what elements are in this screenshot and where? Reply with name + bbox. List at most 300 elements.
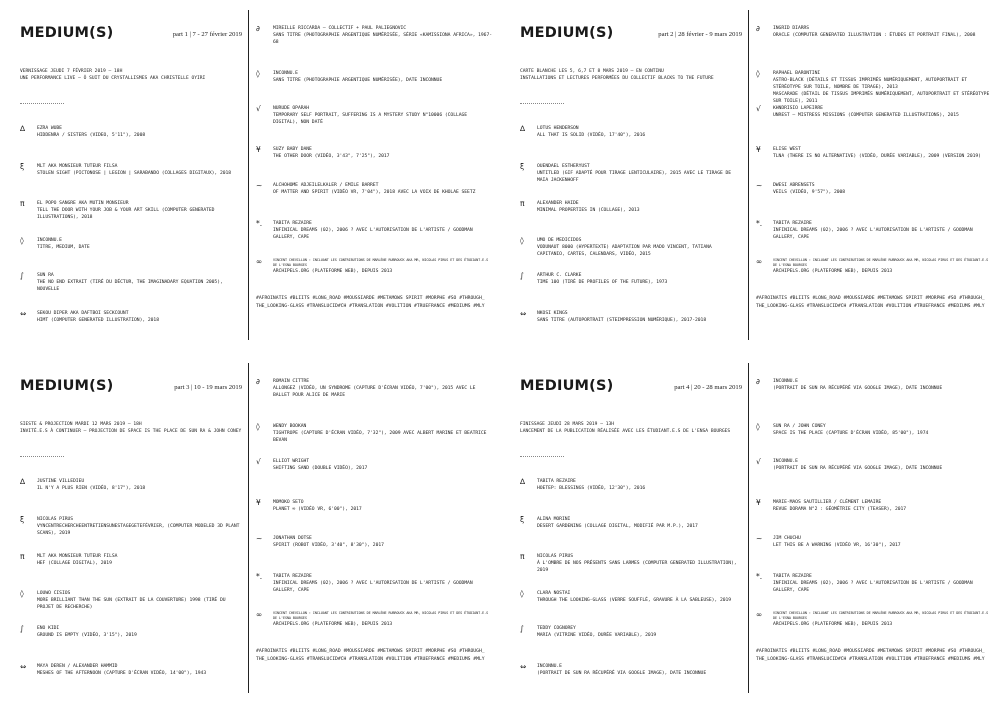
event-line: FINISSAGE JEUDI 28 MARS 2019 — 13H (520, 422, 615, 427)
artwork-entry (756, 499, 992, 513)
entry-text (273, 182, 492, 196)
pi-symbol: π (520, 199, 525, 208)
artwork-entry (20, 163, 242, 177)
asterisk-symbol: *. (756, 219, 763, 228)
entry-text (273, 499, 492, 513)
entry-text (37, 272, 242, 293)
artwork-entry (256, 25, 492, 46)
artist-name: ARTHUR C. CLARKE (537, 273, 582, 278)
partial-symbol: ∂ (256, 24, 260, 33)
artwork-title: LET THIS BE A WARNING (VIDÉO VR, 16'30"), 2017 (773, 543, 901, 548)
artwork-entry (256, 146, 492, 160)
artwork-title: HOETEP: BLESSINGS (VIDÉO, 12'30"), 2016 (537, 486, 646, 491)
partial-symbol: ∂ (756, 24, 760, 33)
entry-text (37, 478, 242, 492)
artwork-entry (256, 258, 492, 275)
artwork-entry (520, 625, 742, 639)
artwork-entry (256, 423, 492, 444)
artist-name: TABITA REZAIRE (773, 221, 812, 226)
hashtags: #AFROINATIS #BLIITS #LONG_ROAD #MOUSSIARDE #METAMOWS SPIRIT #MORPHE #SO #THROUGH_ THE_LOOKING-GLASS #TRANSLUCID#CH #TRANSLATION #VOLITION #TRUEFRANCE #MEDIUMS #MLY (256, 649, 485, 662)
event-line: LANCEMENT DE LA PUBLICATION RÉALISÉE AVEC LES ÉTUDIANT.E.S DE L'ENSA BOURGES (520, 429, 731, 434)
entry-text (273, 378, 492, 399)
artwork-title: ORACLE (COMPUTER GENERATED ILLUSTRATION : ÉTUDES ET PORTRAIT FINAL), 2008 (773, 33, 976, 38)
artwork-entry (520, 590, 742, 604)
event-info (520, 421, 742, 435)
entry-text (537, 590, 742, 604)
artwork-entry (756, 458, 992, 472)
entry-text (37, 663, 242, 677)
artwork-title: UNREST – MISTRESS MISSIONS (COMPUTER GENERATED ILLUSTRATIONS), 2015 (773, 113, 959, 118)
artwork-entry (520, 663, 742, 677)
entry-text (773, 146, 992, 160)
artist-name: JUSTINE VILLEDIEU (37, 479, 85, 484)
hashtags: #AFROINATIS #BLIITS #LONG_ROAD #MOUSSIARDE #METAMOWS SPIRIT #MORPHE #SO #THROUGH_ THE_LOOKING-GLASS #TRANSLUCID#CH #TRANSLATION #VOLITION #TRUEFRANCE #MEDIUMS #MLY (756, 649, 985, 662)
yen-symbol: ¥ (256, 498, 261, 507)
part-dates: part 1 | 7 - 27 février 2019 (172, 31, 242, 38)
entry-text (273, 105, 492, 126)
artwork-title: MASCARADE (DÉTAIL DE TISSUS IMPRIMÉS NUMÉRIQUEMENT, AUTOPORTRAIT ET STÉRÉOTYPE SUR TOILE), 2011 (773, 92, 990, 104)
event-info (520, 68, 742, 82)
artwork-title: INFINICAL DREAMS (02), 2006 ? AVEC L'AUTORISATION DE L'ARTISTE / GOODMAN GALLERY, CAPE (773, 581, 973, 593)
artwork-entry (520, 125, 742, 139)
yen-symbol: ¥ (756, 145, 761, 154)
artwork-title: VYNCENTRECHERCHEENTRETIENSUNESTAGEGETEFÉVRIER, (COMPUTER MODELED 3D PLANT SCANS), 2019 (37, 524, 240, 536)
brand-title: MEDIUM(S) (20, 378, 114, 394)
root-symbol: √ (756, 104, 761, 113)
artwork-entry (520, 163, 742, 184)
entry-text (773, 182, 992, 196)
artwork-entry (756, 182, 992, 196)
partial-symbol: ∂ (756, 377, 760, 386)
integral-symbol: ∫ (520, 271, 524, 280)
artwork-title: IL N'Y A PLUS RIEN (VIDÉO, 8'17"), 2018 (37, 486, 146, 491)
artwork-entry (756, 25, 992, 39)
artwork-entry (756, 220, 992, 241)
part-dates: part 2 | 28 février - 9 mars 2019 (658, 31, 742, 38)
entry-text (273, 535, 492, 549)
entry-text (37, 553, 242, 567)
event-line: SIESTE & PROJECTION MARDI 12 MARS 2019 — 18H (20, 422, 142, 427)
entry-text (537, 663, 742, 677)
artwork-entry (256, 220, 492, 241)
yen-symbol: ¥ (756, 498, 761, 507)
artwork-entry (256, 573, 492, 594)
lozenge-symbol: ◊ (520, 236, 524, 245)
artwork-entry (756, 423, 992, 437)
artwork-title: TLNA (THERE IS NO ALTERNATIVE) (VIDÉO, DURÉE VARIABLE), 2009 (VERSION 2019) (773, 154, 981, 159)
entry-text (273, 458, 492, 472)
artwork-entry (756, 535, 992, 549)
pi-symbol: π (20, 199, 25, 208)
artist-name: SUZY BABY DANE (273, 147, 312, 152)
tilde-symbol: ~ (256, 534, 263, 543)
infinity-symbol: ∞ (256, 257, 263, 266)
artwork-entry (20, 516, 242, 537)
artist-name: ALEXANDER HAIDE (537, 201, 579, 206)
artwork-entry (20, 625, 242, 639)
artwork-title: MESHES OF THE AFTERNOON (CAPTURE D'ÉCRAN VIDÉO, 14'00"), 1943 (37, 671, 207, 676)
artist-name: MLT AKA MONSIEUR TUTEUR FILSA (37, 164, 118, 169)
sheet-header (20, 378, 242, 398)
artwork-entry (756, 258, 992, 275)
column-divider (248, 363, 249, 693)
artist-name: LOUWO CISIOS (37, 591, 71, 596)
artist-name: INCONNU.E (773, 379, 798, 384)
artist-name: NKOSI KINGS (537, 311, 568, 316)
artwork-entry (520, 200, 742, 214)
artwork-title: INFINICAL DREAMS (02), 2006 ? AVEC L'AUTORISATION DE L'ARTISTE / GOODMAN GALLERY, CAPE (273, 581, 473, 593)
artwork-title: ARCHIPELS.ORG (PLATEFORME WEB), DEPUIS 2013 (773, 622, 893, 627)
artist-name: CLARA NOSTAI (537, 591, 571, 596)
entry-text (273, 611, 492, 628)
artwork-entry (256, 499, 492, 513)
artist-name: VINCENT CHEVILLON : INCLUANT LES CONTRIBUTIONS DE MARLÈNE RUBROUCK AKA MR, NICOLAS PIRUS ET DES ÉTUDIANT.E.S DE L'ESNA BOURGES (773, 611, 989, 620)
event-line: CARTE BLANCHE LES 5, 6,7 ET 8 MARS 2019 — EN CONTINU (520, 69, 664, 74)
artist-name: ENO KIDI (37, 626, 60, 631)
artist-name: EL POPO SANGRE AKA MUTIN MONSIEUR (37, 201, 129, 206)
artist-name: INCONNU.E (537, 664, 562, 669)
artist-name: WENDY BOOKAN (273, 424, 307, 429)
artist-name: TABITA REZAIRE (773, 574, 812, 579)
yen-symbol: ¥ (256, 145, 261, 154)
double-arrow-symbol: ⇔ (20, 662, 27, 671)
artist-name: OUENDAEL ESTHERYUST (537, 164, 590, 169)
entry-text (773, 105, 992, 119)
artwork-title: TIGHTROPE (CAPTURE D'ÉCRAN VIDÉO, 7'32"), 2009 AVEC ALBERT MARINE ET BEATRICE BEVAN (273, 431, 487, 443)
artwork-title: SANS TITRE (PHOTOGRAPHIE ARGENTIQUE NUMÉRISÉE, SÉRIE «KAMISSIONA AFRICA», 1967-68 (273, 33, 492, 45)
artist-name: EZRA WUBE (37, 126, 62, 131)
artist-name: TEDDY COGNOREY (537, 626, 576, 631)
artwork-entry (756, 378, 992, 392)
entry-text (537, 163, 742, 184)
artwork-entry (20, 272, 242, 293)
artist-name: VINCENT CHEVILLON : INCLUANT LES CONTRIBUTIONS DE MARLÈNE RUBROUCK AKA MR, NICOLAS PIRUS ET DES ÉTUDIANT.E.S DE L'ESNA BOURGES (273, 611, 489, 620)
entry-text (37, 163, 242, 177)
entry-text (773, 258, 992, 275)
entry-text (537, 625, 742, 639)
lozenge-symbol: ◊ (20, 236, 24, 245)
entry-text (37, 200, 242, 221)
entry-text (37, 625, 242, 639)
entry-text (37, 125, 242, 139)
brand-title: MEDIUM(S) (520, 25, 614, 41)
entry-text (537, 272, 742, 286)
asterisk-symbol: *. (256, 572, 263, 581)
artist-name: RAPHAEL BARONTINI (773, 71, 821, 76)
artwork-title: SPACE IS THE PLACE (CAPTURE D'ÉCRAN VIDÉO, 85'00"), 1974 (773, 431, 929, 436)
artist-name: TABITA REZAIRE (273, 574, 312, 579)
artwork-title: ASTRO-BLACK (DÉTAILS ET TISSUS IMPRIMÉS NUMÉRIQUEMENT, AUTOPORTRAIT ET STÉRÉOTYPE SUR TOILE, NOMBRE DE TIRAGE), 2013 (773, 78, 968, 90)
artist-name: INGRID DIARRS (773, 26, 810, 31)
asterisk-symbol: *. (756, 572, 763, 581)
entry-text (537, 553, 742, 574)
brand-title: MEDIUM(S) (20, 25, 114, 41)
double-arrow-symbol: ⇔ (520, 662, 527, 671)
artwork-title: SHIFTING SAND (DOUBLE VIDÉO), 2017 (273, 466, 368, 471)
artwork-entry (756, 573, 992, 594)
entry-text (773, 611, 992, 628)
artwork-title: OF MATTER AND SPIRIT (VIDÉO VR, 7'04"), 2018 AVEC LA VOIX DE KHOLAE SEETZ (273, 190, 476, 195)
entry-text (537, 200, 742, 214)
entry-text (773, 70, 992, 105)
hashtags: #AFROINATIS #BLIITS #LONG_ROAD #MOUSSIARDE #METAMOWS SPIRIT #MORPHE #SO #THROUGH_ THE_LOOKING-GLASS #TRANSLUCID#CH #TRANSLATION #VOLITION #TRUEFRANCE #MEDIUMS #MLY (256, 296, 485, 309)
sheet-3 (0, 353, 500, 706)
double-arrow-symbol: ⇔ (20, 309, 27, 318)
artwork-title: À L'OMBRE DE NOS PRÉSENTS SANS LARMES (COMPUTER GENERATED ILLUSTRATION), 2019 (537, 561, 737, 573)
artwork-title: ARCHIPELS.ORG (PLATEFORME WEB), DEPUIS 2013 (773, 269, 893, 274)
pi-symbol: π (520, 552, 525, 561)
artwork-entry (20, 478, 242, 492)
artist-name: DWESI ABRENSETS (773, 183, 815, 188)
divider (20, 456, 64, 457)
xi-symbol: ξ (520, 515, 525, 524)
part-dates: part 4 | 20 - 28 mars 2019 (674, 384, 742, 391)
artist-name: SUN RA (37, 273, 54, 278)
artwork-entry (20, 310, 242, 324)
artist-name: ALINA MORINI (537, 517, 571, 522)
entry-text (537, 478, 742, 492)
artwork-title: GROUND IS EMPTY (VIDÉO, 3'15"), 2019 (37, 633, 137, 638)
artist-name: JONATHAN DOTSE (273, 536, 312, 541)
artist-name: KHNDRISIO LAPEIRRE (773, 106, 823, 111)
infinity-symbol: ∞ (256, 610, 263, 619)
artist-name: TABITA REZAIRE (537, 479, 576, 484)
artwork-title: STOLEN SIGHT (PICTONOSE | LEGION | SARABANDO (COLLAGES DIGITAUX), 2018 (37, 171, 232, 176)
artwork-title: HIDDENRA / SISTERS (VIDEO, 5'11"), 2008 (37, 133, 146, 138)
artwork-title: (PORTRAIT DE SUN RA RÉCUPÉRÉ VIA GOOGLE IMAGE), DATE INCONNUE (537, 671, 707, 676)
artwork-title: DESERT GARDENING (COLLAGE DIGITAL, MODIFIÉ PAR M.P.), 2017 (537, 524, 698, 529)
artwork-title: THE NO END EXTRAIT (TIRÉ DU DÉCTUR, THE IMAGINADARY EQUATION 2005), NOUVELLE (37, 280, 223, 292)
entry-text (537, 516, 742, 530)
entry-text (537, 125, 742, 139)
event-info (20, 68, 242, 82)
sheet-1 (0, 0, 500, 353)
artwork-title: MORE BRILLIANT THAN THE SUN (EXTRAIT DE LA COUVERTURE) 1998 (TIRÉ DU PROJET DE RECHERCHE) (37, 598, 226, 610)
lozenge-symbol: ◊ (20, 589, 24, 598)
artwork-entry (20, 590, 242, 611)
artwork-title: TITRE, MEDIUM, DATE (37, 245, 90, 250)
artwork-entry (520, 237, 742, 258)
entry-text (37, 516, 242, 537)
artwork-title: INFINICAL DREAMS (02), 2006 ? AVEC L'AUTORISATION DE L'ARTISTE / GOODMAN GALLERY, CAPE (773, 228, 973, 240)
artist-name: INCONNU.E (773, 459, 798, 464)
artist-name: NICOLAS PIRUS (537, 554, 574, 559)
artist-name: MOMOKO SETO (273, 500, 304, 505)
artwork-entry (20, 237, 242, 251)
entry-text (773, 423, 992, 437)
artwork-title: VEILS (VIDÉO, 9'57"), 2008 (773, 190, 846, 195)
artwork-entry (756, 146, 992, 160)
artwork-entry (256, 611, 492, 628)
artwork-entry (756, 105, 992, 119)
artwork-entry (20, 200, 242, 221)
entry-text (273, 573, 492, 594)
artwork-title: (PORTRAIT DE SUN RA RÉCUPÉRÉ VIA GOOGLE IMAGE), DATE INCONNUE (773, 466, 943, 471)
artist-name: LOTUS HENDERSON (537, 126, 579, 131)
part-dates: part 3 | 10 - 19 mars 2019 (174, 384, 242, 391)
xi-symbol: ξ (20, 162, 25, 171)
artwork-title: SPIRIT (ROBOT VIDÉO, 3'40", 8'30"), 2017 (273, 543, 384, 548)
event-line: INSTALLATIONS ET LECTURES PERFORMÉES DU COLLECTIF BLACKS TO THE FUTURE (520, 76, 714, 81)
artwork-entry (520, 553, 742, 574)
artwork-title: MARIA (VITRINE VIDÉO, DURÉE VARIABLE), 2019 (537, 633, 657, 638)
entry-text (537, 310, 742, 324)
lozenge-symbol: ◊ (756, 69, 760, 78)
tilde-symbol: ~ (256, 181, 263, 190)
xi-symbol: ξ (520, 162, 525, 171)
xi-symbol: ξ (20, 515, 25, 524)
artwork-entry (520, 272, 742, 286)
artwork-entry (256, 458, 492, 472)
entry-text (37, 590, 242, 611)
entry-text (773, 499, 992, 513)
artwork-entry (20, 663, 242, 677)
entry-text (37, 237, 242, 251)
artwork-title: TIME 10O (TIRÉ DE PROFILES OF THE FUTURE), 1973 (537, 280, 668, 285)
root-symbol: √ (756, 457, 761, 466)
artist-name: VINCENT CHEVILLON : INCLUANT LES CONTRIBUTIONS DE MARLÈNE RUBROUCK AKA MR, NICOLAS PIRUS ET DES ÉTUDIANT.E.S DE L'ESNA BOURGES (773, 258, 989, 267)
artwork-entry (520, 478, 742, 492)
entry-text (773, 378, 992, 392)
artwork-title: ALL THAT IS SOLID (VIDÉO, 17'40"), 2016 (537, 133, 646, 138)
artwork-title: HIMT (COMPUTER GENERATED ILLUSTRATION), 2018 (37, 318, 159, 323)
artist-name: ALCHOHOME ADJEILELKALER / EMILE BARRET (273, 183, 379, 188)
entry-text (273, 25, 492, 46)
artwork-title: REVUE DORAMA N°2 : GÉOMÉTRIE CITY (TEASER), 2017 (773, 507, 907, 512)
artwork-title: ALLONGEZ (VIDÉO, UN SYNDROME (CAPTURE D'ÉCRAN VIDÉO, 7'00"), 2015 AVEC LE BALLET POUR ALICE DE MARIE (273, 386, 476, 398)
root-symbol: √ (256, 457, 261, 466)
integral-symbol: ∫ (20, 271, 24, 280)
artwork-title: PLANET ∞ (VIDÉO VR, 6'00"), 2017 (273, 507, 362, 512)
tilde-symbol: ~ (756, 534, 763, 543)
artwork-title: (PORTRAIT DE SUN RA RÉCUPÉRÉ VIA GOOGLE IMAGE), DATE INCONNUE (773, 386, 943, 391)
artist-name: INCONNU.E (37, 238, 62, 243)
entry-text (537, 237, 742, 258)
entry-text (773, 220, 992, 241)
artist-name: MAYA DEREN / ALEXANDER HAMMID (37, 664, 118, 669)
artwork-title: THROUGH THE LOOKING-GLASS (VERRE SOUFFLÉ, GRAVURE À LA SABLEUSE), 2019 (537, 598, 732, 603)
hashtags: #AFROINATIS #BLIITS #LONG_ROAD #MOUSSIARDE #METAMOWS SPIRIT #MORPHE #SO #THROUGH_ THE_LOOKING-GLASS #TRANSLUCID#CH #TRANSLATION #VOLITION #TRUEFRANCE #MEDIUMS #MLY (756, 296, 985, 309)
artwork-title: INFINICAL DREAMS (02), 2006 ? AVEC L'AUTORISATION DE L'ARTISTE / GOODMAN GALLERY, CAPE (273, 228, 473, 240)
entry-text (273, 423, 492, 444)
artist-name: VINCENT CHEVILLON : INCLUANT LES CONTRIBUTIONS DE MARLÈNE RUBROUCK AKA MR, NICOLAS PIRUS ET DES ÉTUDIANT.E.S DE L'ESNA BOURGES (273, 258, 489, 267)
artwork-entry (20, 125, 242, 139)
column-divider (748, 363, 749, 693)
lozenge-symbol: ◊ (256, 69, 260, 78)
artwork-title: SANS TITRE (PHOTOGRAPHIE ARGENTIQUE NUMÉRISÉE), DATE INCONNUE (273, 78, 443, 83)
artwork-entry (256, 70, 492, 84)
delta-symbol: ∆ (520, 477, 526, 486)
artwork-title: HEF (COLLAGE DIGITAL), 2019 (37, 561, 112, 566)
entry-text (773, 573, 992, 594)
artist-name: SEKOU DIPER AKA DAFTBOI SECKCOUNT (37, 311, 129, 316)
divider (20, 103, 64, 104)
artwork-title: SANS TITRE (AUTOPORTRAIT (STEIMPRESSION NUMÉRIQUE), 2017-2018 (537, 318, 707, 323)
artwork-entry (256, 105, 492, 126)
artwork-title: ARCHIPELS.ORG (PLATEFORME WEB), DEPUIS 2013 (273, 622, 393, 627)
delta-symbol: ∆ (20, 124, 26, 133)
artwork-title: MINIMAL PROPERTIES IN (COLLAGE), 2013 (537, 208, 640, 213)
lozenge-symbol: ◊ (520, 589, 524, 598)
artwork-entry (520, 310, 742, 324)
artwork-title: VODUNAUT 8000 (HYPERTEXTE) ADAPTATION PAR MADO VINCENT, TATIANA CAPITANIO, CARTES, CALENDARS, VIDÉO, 2015 (537, 245, 712, 257)
artist-name: NICOLAS PIRUS (37, 517, 74, 522)
double-arrow-symbol: ⇔ (520, 309, 527, 318)
artwork-entry (256, 182, 492, 196)
divider (520, 456, 564, 457)
sheet-header (20, 25, 242, 45)
artwork-title: UNTITLED (GIF ADAPTÉ POUR TIRAGE LENTICULAIRE), 2015 AVEC LE TIRAGE DE MAIA JACKENHOFF (537, 171, 732, 183)
artist-name: TABITA REZAIRE (273, 221, 312, 226)
artwork-entry (256, 535, 492, 549)
event-line: VERNISSAGE JEUDI 7 FÉVRIER 2019 — 18H (20, 69, 123, 74)
artwork-entry (756, 70, 992, 105)
artist-name: MIREILLE RICCARDA – COLLECTIF + PAUL PALIEGNOVIC (273, 26, 407, 31)
entry-text (773, 535, 992, 549)
entry-text (773, 458, 992, 472)
artwork-title: THE OTHER DOOR (VIDÉO, 3'43", 7'25"), 2017 (273, 154, 390, 159)
entry-text (273, 258, 492, 275)
lozenge-symbol: ◊ (256, 422, 260, 431)
artwork-entry (20, 553, 242, 567)
artist-name: ELISE WEST (773, 147, 801, 152)
artwork-title: TEMPORARY SELF PORTRAIT, SUFFERING IS A MYSTERY STUDY N°10006 (COLLAGE DIGITAL), NON DATÉ (273, 113, 468, 125)
entry-text (37, 310, 242, 324)
event-line: INVITÉ.E.S À CONTINUER – PROJECTION DE SPACE IS THE PLACE DE SUN RA & JOHN CONEY (20, 429, 242, 434)
entry-text (273, 146, 492, 160)
event-line: UNE PERFORMANCE LIVE – Ô SUIT DU CRYSTALLISMES AKA CHRISTELLE OYIRI (20, 76, 206, 81)
delta-symbol: ∆ (20, 477, 26, 486)
entry-text (773, 25, 992, 39)
entry-text (273, 220, 492, 241)
artist-name: MARIE-MAOS SAUTILLIER / CLÉMENT LEMAIRE (773, 500, 882, 505)
asterisk-symbol: *. (256, 219, 263, 228)
artist-name: INCONNU.E (273, 71, 298, 76)
sheet-2 (500, 0, 1000, 353)
artist-name: UMO DE MEDICIDOS (537, 238, 582, 243)
sheet-4 (500, 353, 1000, 706)
sheet-header (520, 25, 742, 45)
brand-title: MEDIUM(S) (520, 378, 614, 394)
artwork-entry (756, 611, 992, 628)
artwork-entry (520, 516, 742, 530)
entry-text (273, 70, 492, 84)
column-divider (748, 10, 749, 340)
infinity-symbol: ∞ (756, 610, 763, 619)
artist-name: JIM CHUCHU (773, 536, 801, 541)
artist-name: NURUDE OPARAH (273, 106, 310, 111)
event-info (20, 421, 242, 435)
pi-symbol: π (20, 552, 25, 561)
column-divider (248, 10, 249, 340)
artwork-title: ARCHIPELS.ORG (PLATEFORME WEB), DEPUIS 2013 (273, 269, 393, 274)
root-symbol: √ (256, 104, 261, 113)
artist-name: ELLIOT WRIGHT (273, 459, 310, 464)
partial-symbol: ∂ (256, 377, 260, 386)
delta-symbol: ∆ (520, 124, 526, 133)
artist-name: SUN RA / JOHN CONEY (773, 424, 826, 429)
artist-name: MLT AKA MONSIEUR TUTEUR FILSA (37, 554, 118, 559)
lozenge-symbol: ◊ (756, 422, 760, 431)
sheet-header (520, 378, 742, 398)
artwork-entry (256, 378, 492, 399)
integral-symbol: ∫ (20, 624, 24, 633)
artist-name: ROMAIN CITTRE (273, 379, 310, 384)
integral-symbol: ∫ (520, 624, 524, 633)
divider (520, 103, 564, 104)
artwork-title: TELL THE DOOR WITH YOUR JOB & YOUR ART SKILL (COMPUTER GENERATED ILLUSTRATIONS), 2018 (37, 208, 215, 220)
infinity-symbol: ∞ (756, 257, 763, 266)
